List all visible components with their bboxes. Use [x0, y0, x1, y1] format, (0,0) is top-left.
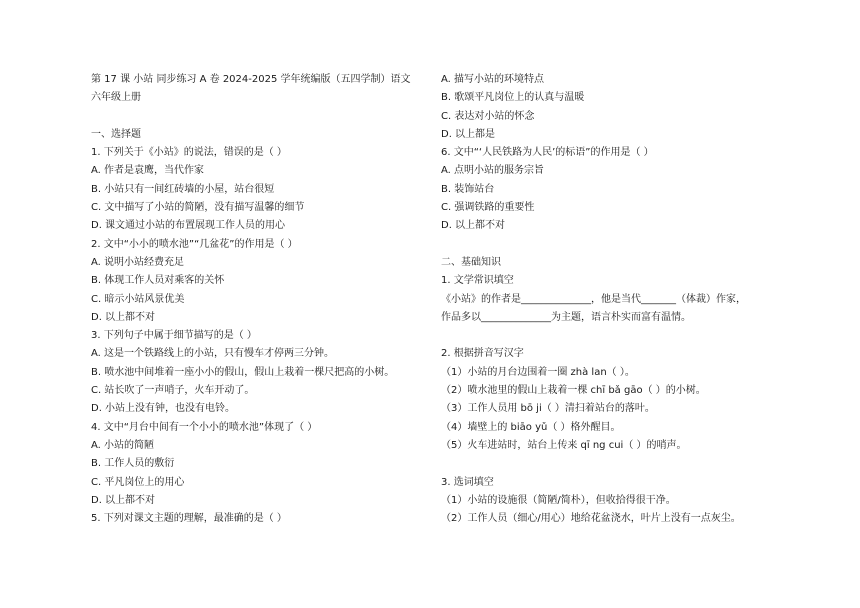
option-d: D. 小站上没有钟，也没有电铃。	[91, 403, 236, 415]
section-heading-choice: 一、选择题	[91, 128, 141, 140]
option-b: B. 喷水池中间堆着一座小小的假山，假山上栽着一棵尺把高的小树。	[91, 366, 395, 378]
question-stem: 2. 文中“小小的喷水池”“几盆花”的作用是（ ）	[91, 238, 298, 250]
option-d: D. 以上都不对	[91, 494, 156, 506]
word-choice-item: （2）工作人员（细心/用心）地给花盆浇水，叶片上没有一点灰尘。	[441, 513, 741, 525]
option-a: A. 这是一个铁路线上的小站，只有慢车才停两三分钟。	[91, 348, 335, 360]
right-column	[441, 71, 771, 528]
option-d: D. 以上都不对	[91, 311, 156, 323]
option-b: B. 歌颂平凡岗位上的认真与温暖	[441, 92, 585, 104]
fill-blank-line: 作品多以______________为主题，语言朴实而富有温情。	[441, 311, 691, 323]
option-d: D. 以上都是	[441, 128, 496, 140]
option-c: C. 暗示小站风景优美	[91, 293, 185, 305]
question-stem: 3. 下列句子中属于细节描写的是（ ）	[91, 330, 257, 342]
section-heading-basics: 二、基础知识	[441, 256, 501, 268]
question-stem: 5. 下列对课文主题的理解，最准确的是（ ）	[91, 513, 287, 525]
subsection-title: 2. 根据拼音写汉字	[441, 348, 524, 360]
pinyin-item: （3）工作人员用 bō ji（ ）清扫着站台的落叶。	[441, 403, 655, 415]
option-a: A. 描写小站的环境特点	[441, 74, 545, 85]
option-a: A. 点明小站的服务宗旨	[441, 165, 545, 177]
option-c: C. 表达对小站的怀念	[441, 110, 535, 122]
option-b: B. 工作人员的敷衍	[91, 458, 175, 470]
pinyin-item: （5）火车进站时，站台上传来 qī ng cui（ ）的哨声。	[441, 439, 687, 451]
subsection-title: 1. 文学常识填空	[441, 275, 514, 287]
option-b: B. 装饰站台	[441, 183, 495, 195]
option-c: C. 站长吹了一声哨子，火车开动了。	[91, 385, 255, 397]
doc-title-line1: 第 17 课 小站 同步练习 A 卷 2024-2025 学年统编版（五四学制）语文	[91, 74, 411, 85]
option-b: B. 体现工作人员对乘客的关怀	[91, 275, 225, 287]
option-c: C. 文中描写了小站的简陋，没有描写温馨的细节	[91, 202, 305, 214]
option-b: B. 小站只有一间红砖墙的小屋，站台很短	[91, 183, 275, 195]
question-stem: 6. 文中“‘人民铁路为人民’的标语”的作用是（ ）	[441, 147, 654, 159]
pinyin-item: （4）墙壁上的 biāo yǔ（ ）格外醒目。	[441, 421, 621, 433]
word-choice-item: （1）小站的设施很（简陋/简朴），但收拾得很干净。	[441, 494, 676, 506]
option-d: D. 课文通过小站的布置展现工作人员的用心	[91, 220, 286, 232]
option-a: A. 说明小站经费充足	[91, 256, 185, 268]
subsection-title: 3. 选词填空	[441, 476, 494, 488]
question-stem: 1. 下列关于《小站》的说法，错误的是（ ）	[91, 147, 287, 159]
question-stem: 4. 文中“月台中间有一个小小的喷水池”体现了（ ）	[91, 421, 318, 433]
option-a: A. 小站的简陋	[91, 439, 155, 451]
pinyin-item: （1）小站的月台边围着一圈 zhà lan（ ）。	[441, 366, 635, 378]
left-column	[91, 71, 426, 528]
pinyin-item: （2）喷水池里的假山上栽着一棵 chī bǎ gāo（ ）的小树。	[441, 385, 706, 397]
fill-blank-line: 《小站》的作者是______________，他是当代_______（体裁）作家，	[441, 293, 746, 305]
option-c: C. 强调铁路的重要性	[441, 202, 535, 214]
option-d: D. 以上都不对	[441, 220, 506, 232]
option-c: C. 平凡岗位上的用心	[91, 476, 185, 488]
doc-title-line2: 六年级上册	[91, 92, 141, 104]
option-a: A. 作者是袁鹰，当代作家	[91, 165, 205, 177]
